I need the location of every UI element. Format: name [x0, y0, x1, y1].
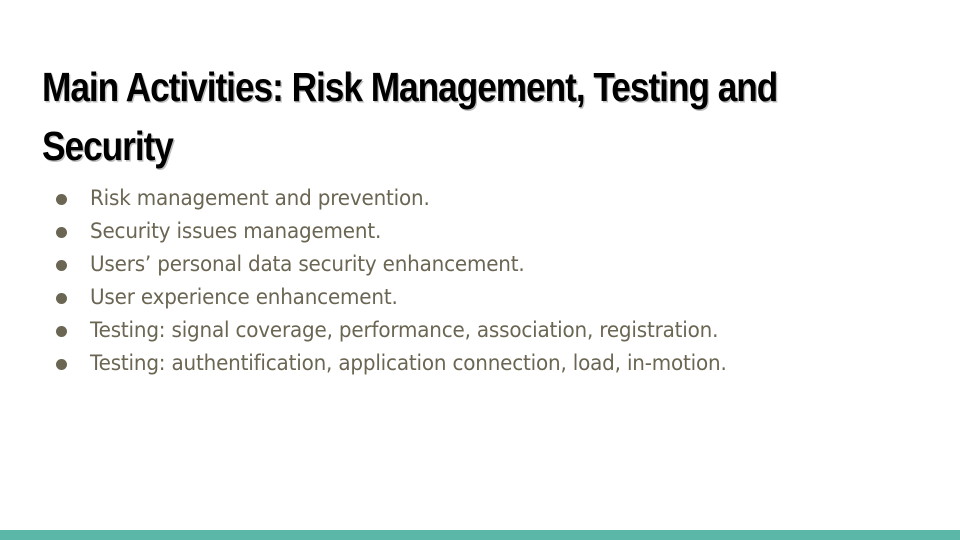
bullet-icon: [56, 326, 67, 337]
list-item: [56, 281, 760, 314]
list-item: [56, 182, 760, 215]
bullet-icon: [56, 227, 67, 238]
bullet-text: Users’ personal data security enhancement.: [90, 252, 525, 276]
bullet-text: Testing: signal coverage, performance, association, registration.: [90, 318, 719, 342]
footer-accent-bar: [0, 530, 960, 540]
bullet-text: Security issues management.: [90, 219, 382, 243]
list-item: [56, 347, 760, 380]
bullet-icon: [56, 359, 67, 370]
bullet-icon: [56, 260, 67, 271]
list-item: [56, 314, 760, 347]
list-item: [56, 215, 760, 248]
bullet-text: Risk management and prevention.: [90, 186, 430, 210]
bullet-icon: [56, 194, 67, 205]
list-item: [56, 248, 760, 281]
bullet-text: Testing: authentification, application connection, load, in-motion.: [90, 351, 727, 375]
bullet-list: [56, 182, 760, 380]
bullet-icon: [56, 293, 67, 304]
bullet-text: User experience enhancement.: [90, 285, 398, 309]
slide-title: Main Activities: Risk Management, Testing and Security: [42, 64, 778, 169]
